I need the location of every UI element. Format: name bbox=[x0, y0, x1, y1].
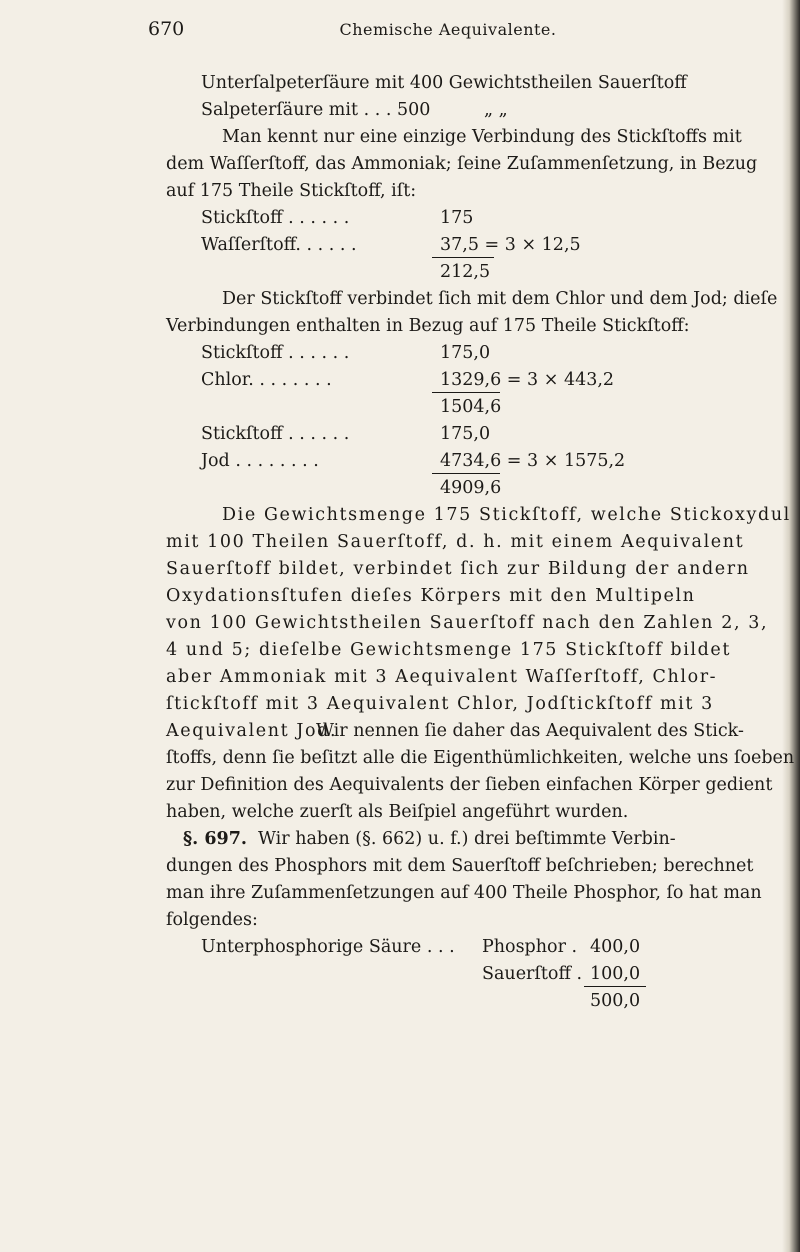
para2-line-1: Der Stickſtoff verbindet ſich mit dem Chlor und dem Jod; dieſe bbox=[222, 289, 778, 309]
intro-line-2: Salpeterſäure mit . . . 500 bbox=[201, 100, 431, 120]
para3-line-3: Sauerſtoff bildet, verbindet ſich zur Bildung der andern bbox=[166, 559, 750, 579]
para1-line-3: auf 175 Theile Stickſtoff, iſt: bbox=[166, 181, 417, 201]
para3-line-7: aber Ammoniak mit 3 Aequivalent Waſſerſtoff, Chlor- bbox=[166, 667, 718, 687]
intro-ditto: „ „ bbox=[484, 100, 508, 120]
table4-total: 500,0 bbox=[590, 991, 641, 1011]
table3-label-1: Stickſtoff . . . . . . bbox=[201, 424, 350, 444]
table3-value-1: 175,0 bbox=[440, 424, 491, 444]
para2-line-2: Verbindungen enthalten in Bezug auf 175 Theile Stickſtoff: bbox=[166, 316, 690, 336]
table3-label-2: Jod . . . . . . . . bbox=[201, 451, 319, 471]
table4-sum-rule bbox=[584, 986, 646, 987]
page-header bbox=[148, 18, 748, 48]
table3-total: 4909,6 bbox=[440, 478, 502, 498]
para3-line-1: Die Gewichtsmenge 175 Stickſtoff, welche Stickoxydul bbox=[222, 505, 791, 525]
table1-total: 212,5 bbox=[440, 262, 491, 282]
table1-sum-rule bbox=[432, 257, 494, 258]
para3-line-8: ſtickſtoff mit 3 Aequivalent Chlor, Jodſtickſtoff mit 3 bbox=[166, 694, 714, 714]
para3-line-9: Aequivalent Jod. bbox=[166, 721, 338, 741]
table2-sum-rule bbox=[432, 392, 500, 393]
running-head: Chemische Aequivalente. bbox=[339, 20, 557, 39]
table2-value-1: 175,0 bbox=[440, 343, 491, 363]
table2-label-1: Stickſtoff . . . . . . bbox=[201, 343, 350, 363]
para4-line-1: Wir haben (§. 662) u. f.) drei beſtimmte Verbin- bbox=[258, 829, 676, 849]
table3-value-2: 4734,6 = 3 × 1575,2 bbox=[440, 451, 626, 471]
table2-total: 1504,6 bbox=[440, 397, 502, 417]
para3-tail-line-3: zur Definition des Aequivalents der ſieben einfachen Körper gedient bbox=[166, 775, 773, 795]
table3-sum-rule bbox=[432, 473, 500, 474]
table4-value-2: 100,0 bbox=[590, 964, 641, 984]
table2-label-2: Chlor. . . . . . . . bbox=[201, 370, 332, 390]
para3-line-2: mit 100 Theilen Sauerſtoff, d. h. mit einem Aequivalent bbox=[166, 532, 745, 552]
para3-line-4: Oxydationsſtufen dieſes Körpers mit den Multipeln bbox=[166, 586, 696, 606]
table4-value-1: 400,0 bbox=[590, 937, 641, 957]
para1-line-1: Man kennt nur eine einzige Verbindung des Stickſtoffs mit bbox=[222, 127, 742, 147]
para1-line-2: dem Waſſerſtoff, das Ammoniak; ſeine Zuſammenſetzung, in Bezug bbox=[166, 154, 758, 174]
para3-tail-line-2: ſtoffs, denn ſie beſitzt alle die Eigenthümlichkeiten, welche uns ſoeben bbox=[166, 748, 795, 768]
page-number: 670 bbox=[148, 18, 185, 40]
section-number: §. 697. bbox=[183, 829, 247, 849]
para4-line-4: folgendes: bbox=[166, 910, 258, 930]
para4-line-2: dungen des Phosphors mit dem Sauerſtoff beſchrieben; berechnet bbox=[166, 856, 754, 876]
table4-label-2: Sauerſtoff . bbox=[482, 964, 583, 984]
para3-tail-line-1: Wir nennen ſie daher das Aequivalent des Stick- bbox=[316, 721, 744, 741]
para3-line-6: 4 und 5; dieſelbe Gewichtsmenge 175 Stickſtoff bildet bbox=[166, 640, 731, 660]
table1-label-2: Waſſerſtoff. . . . . . bbox=[201, 235, 357, 255]
table1-value-2: 37,5 = 3 × 12,5 bbox=[440, 235, 581, 255]
page-edge-shadow bbox=[782, 0, 800, 1252]
table2-value-2: 1329,6 = 3 × 443,2 bbox=[440, 370, 615, 390]
para4-line-3: man ihre Zuſammenſetzungen auf 400 Theile Phosphor, ſo hat man bbox=[166, 883, 762, 903]
table4-label-1: Phosphor . bbox=[482, 937, 578, 957]
table4-compound-label: Unterphosphorige Säure . . . bbox=[201, 937, 455, 957]
table1-value-1: 175 bbox=[440, 208, 474, 228]
para3-tail-line-4: haben, welche zuerſt als Beiſpiel angeführt wurden. bbox=[166, 802, 629, 822]
para3-line-5: von 100 Gewichtstheilen Sauerſtoff nach den Zahlen 2, 3, bbox=[166, 613, 769, 633]
intro-line-1: Unterſalpeterſäure mit 400 Gewichtstheilen Sauerſtoff bbox=[201, 73, 687, 93]
table1-label-1: Stickſtoff . . . . . . bbox=[201, 208, 350, 228]
